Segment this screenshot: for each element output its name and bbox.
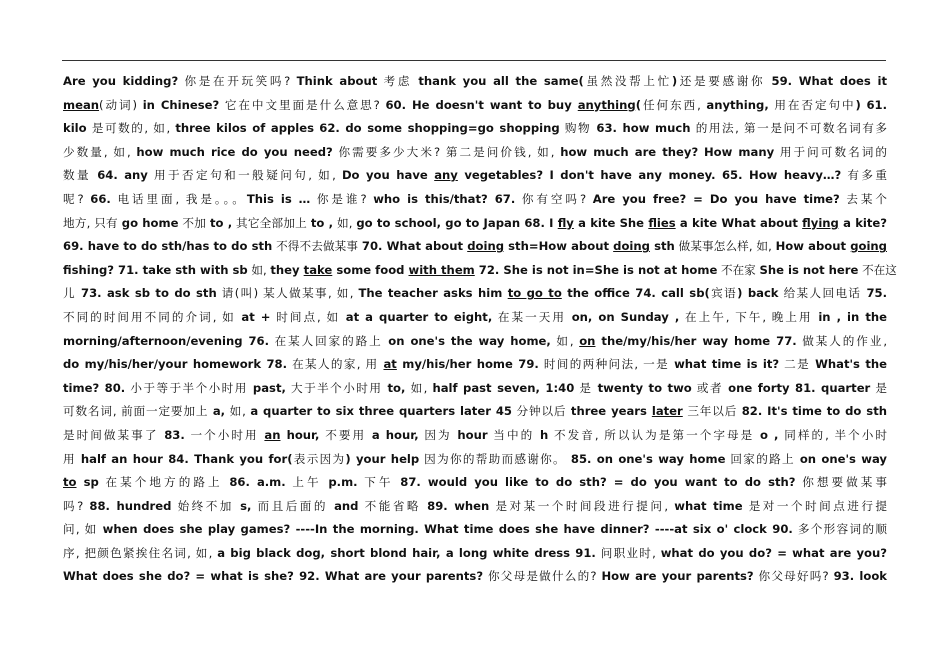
text-line: morning/afternoon/evening 76. 在某人回家的路上 on one's the way home, 如, on the/my/his/her way home 77. 做某人的作业, [63,333,888,348]
document-body [63,70,897,589]
text-line: 少数量, 如, how much rice do you need? 你需要多少大米? 第二是问价钱, 如, how much are they? How many 用于问可数名词的 [63,144,887,159]
text-line: 不同的时间用不同的介词, 如 at + 时间点, 如 at a quarter to eight, 在某一天用 on, on Sunday , 在上午, 下午, 晚上用 in , in the [63,309,888,324]
text-line: 可数名词, 前面一定要加上 a, 如, a quarter to six three quarters later 45 分钟以后 three years later 三年以后 82. It's time to do sth [63,404,888,419]
text-line: time? 80. 小于等于半个小时用 past, 大于半个小时用 to, 如, half past seven, 1:40 是 twenty to two 或者 one forty 81. quarter 是 [63,380,888,395]
text-line: 序, 把颜色紧挨住名词, 如, a big black dog, short blond hair, a long white dress 91. 问职业时, what do you do? = what are you? [63,545,887,560]
text-line: Are you kidding? 你是在开玩笑吗? Think about 考虑 thank you all the same(虽然没帮上忙)还是要感谢你 59. What does it [63,74,888,88]
text-line: to sp 在某个地方的路上 86. a.m. 上午 p.m. 下午 87. would you like to do sth? = do you want to do sth? 你想要做某事 [63,475,887,490]
text-line: kilo 是可数的, 如, three kilos of apples 62. do some shopping=go shopping 购物 63. how much 的用法, 第一是问不可数名词有多 [63,121,887,136]
text-line: 儿 73. ask sb to do sth 请(叫) 某人做某事, 如, The teacher asks him to go to the office 74. call sb(宾语) back 给某人回电话 75. [63,286,887,301]
text-line: 69. have to do sth/has to do sth 不得不去做某事 70. What about doing sth=How about doing sth 做某事怎么样, 如, How about going [63,239,887,254]
text-line: 用 half an hour 84. Thank you for(表示因为) your help 因为你的帮助而感谢你。 85. on one's way home 回家的路上 on one's way [63,451,887,466]
text-line: 是时间做某事了 83. 一个小时用 an hour, 不要用 a hour, 因为 hour 当中的 h 不发音, 所以认为是第一个字母是 o , 同样的, 半个小时 [63,427,888,442]
text-line: fishing? 71. take sth with sb 如, they take some food with them 72. She is not in=She is not at home 不在家 She is not here 不在这 [63,262,897,277]
text-line: 呢? 66. 电话里面, 我是。。。This is … 你是谁? who is this/that? 67. 你有空吗? Are you free? = Do you have time? 去某个 [63,191,888,206]
text-line: do my/his/her/your homework 78. 在某人的家, 用 at my/his/her home 79. 时间的两种问法, 一是 what time is it? 二是 What's the [63,357,887,372]
top-divider [62,60,886,61]
text-line: 吗? 88. hundred 始终不加 s, 而且后面的 and 不能省略 89. when 是对某一个时间段进行提问, what time 是对一个时间点进行提 [63,498,888,513]
text-line: What does she do? = what is she? 92. What are your parents? 你父母是做什么的? How are your parents? 你父母好吗? 93. look [63,569,888,584]
text-line: 问, 如 when does she play games? ----In the morning. What time does she have dinner? ----at six o' clock 90. 多个形容词的顺 [63,522,888,537]
text-line: mean(动词) in Chinese? 它在中文里面是什么意思? 60. He doesn't want to buy anything(任何东西, anything, 用在否定句中) 61. [63,97,888,112]
text-line: 地方, 只有 go home 不加 to , 其它全部加上 to , 如, go to school, go to Japan 68. I fly a kite She flies a kite What about flying a kite? [63,215,888,230]
text-line: 数量 64. any 用于否定句和一般疑问句, 如, Do you have any vegetables? I don't have any money. 65. How heavy…? 有多重 [63,168,888,183]
